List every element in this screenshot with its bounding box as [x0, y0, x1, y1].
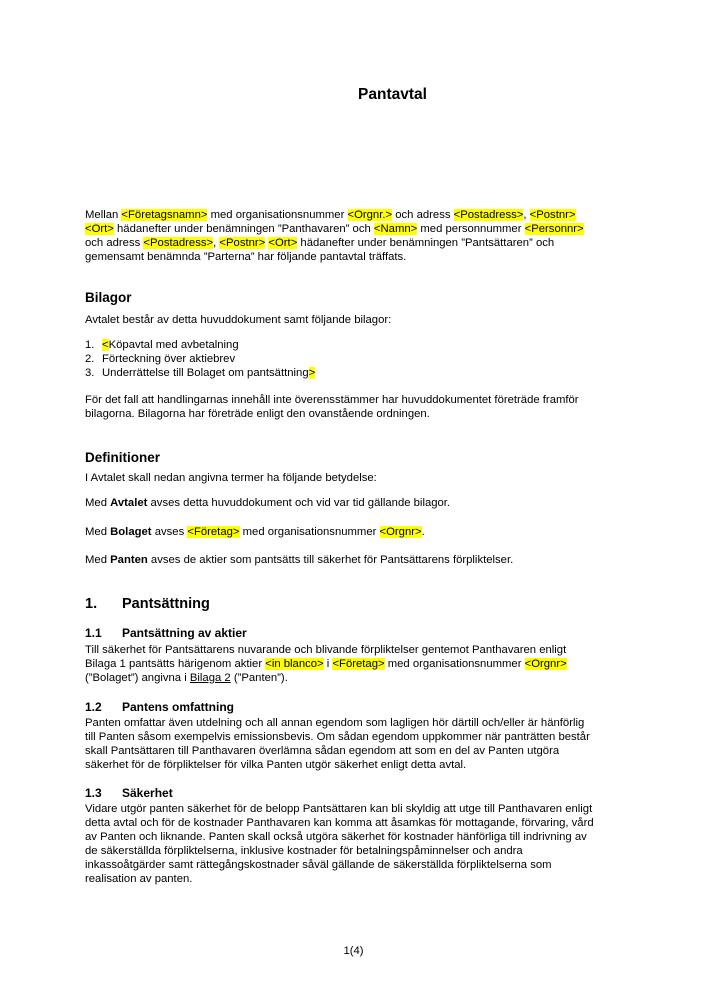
list-item-number: 3.	[85, 367, 95, 379]
bilagor-list	[85, 338, 630, 380]
bilagor-lead: Avtalet består av detta huvuddokument samt följande bilagor:	[85, 314, 392, 326]
subsection-number: 1.3	[85, 786, 102, 800]
list-item-number: 1.	[85, 339, 95, 351]
definitioner-heading: Definitioner	[85, 450, 161, 465]
subsection-1-2-body: Panten omfattar även utdelning och all annan egendom som lagligen hör därtill och/eller är hänförlig till Panten såsom exempelvis emissionsbevis. Om sådan egendom uppkommer när panträtten består skall Pantsättaren till Panthavaren överlämna sådan egendom att som en del av Panten utgöra säkerhet för de förpliktelser för vilka Panten utgör säkerhet enligt detta avtal.	[85, 717, 590, 771]
subsection-1-3-heading	[85, 786, 630, 800]
definition-panten: Med Panten avses de aktier som pantsätts till säkerhet för Pantsättarens förpliktelser.	[85, 554, 514, 566]
page-number-footer: 1(4)	[343, 945, 364, 957]
subsection-number: 1.1	[85, 626, 102, 640]
subsection-1-1-heading	[85, 626, 630, 640]
intro-paragraph: Mellan <Företagsnamn> med organisationsnummer <Orgnr.> och adress <Postadress>, <Postnr> <Ort> hädanefter under benämningen ”Panthavaren” och <Namn> med personnummer <Personnr> och adress <Postadress>, <Postnr> <Ort> hädanefter under benämningen ”Pantsättaren” och gemensamt benämnda ”Parterna” har följande pantavtal träffats.	[85, 209, 584, 263]
definition-avtalet: Med Avtalet avses detta huvuddokument och vid var tid gällande bilagor.	[85, 497, 451, 509]
subsection-title: Säkerhet	[122, 786, 173, 800]
list-item-text: Förteckning över aktiebrev	[102, 353, 236, 365]
subsection-title: Pantsättning av aktier	[122, 626, 247, 640]
bilagor-heading: Bilagor	[85, 290, 132, 305]
section-number: 1.	[85, 596, 98, 612]
list-item-text: <Köpavtal med avbetalning	[102, 339, 239, 351]
list-item	[85, 352, 630, 366]
document-body	[85, 208, 630, 886]
subsection-1-3-body: Vidare utgör panten säkerhet för de belopp Pantsättaren kan bli skyldig att utge till Panthavaren enligt detta avtal och för de kostnader Panthavaren kan komma att åsamkas för mottagande, förvaring, vård av Panten och liknande. Panten skall också utgöra säkerhet för kostnader hänförliga till indrivning av de säkerställda förpliktelserna, inklusive kostnader för betalningspåminnelser och andra inkassoåtgärder samt rättegångskostnader såväl gällande de säkerställda förpliktelserna som realisation av panten.	[85, 803, 594, 885]
definitioner-lead: I Avtalet skall nedan angivna termer ha följande betydelse:	[85, 472, 377, 484]
page-title: Pantavtal	[358, 86, 427, 103]
subsection-1-2-heading	[85, 700, 630, 714]
section-title: Pantsättning	[122, 596, 210, 612]
list-item	[85, 366, 630, 380]
subsection-1-1-body: Till säkerhet för Pantsättarens nuvarande och blivande förpliktelser gentemot Panthavaren enligt Bilaga 1 pantsätts härigenom aktier <in blanco> i <Företag> med organisationsnummer <Orgnr> (”Bolaget”) angivna i Bilaga 2 (”Panten”).	[85, 644, 567, 684]
section-1-heading	[85, 596, 630, 613]
list-item	[85, 338, 630, 352]
list-item-text: Underrättelse till Bolaget om pantsättning>	[102, 367, 316, 379]
precedence-note: För det fall att handlingarnas innehåll inte överensstämmer har huvuddokumentet företräde framför bilagorna. Bilagorna har företräde enligt den ovanstående ordningen.	[85, 394, 579, 420]
subsection-title: Pantens omfattning	[122, 700, 235, 714]
list-item-number: 2.	[85, 353, 95, 365]
definition-bolaget: Med Bolaget avses <Företag> med organisationsnummer <Orgnr>.	[85, 526, 425, 538]
subsection-number: 1.2	[85, 700, 102, 714]
